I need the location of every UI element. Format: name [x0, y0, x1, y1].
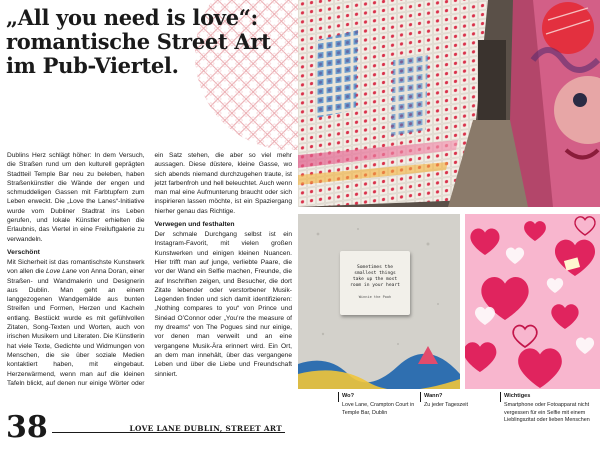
photo-love-lane-alley	[298, 0, 600, 207]
tile-quote: Sometimes the smallest things take up the most room in your heart	[350, 265, 400, 288]
info-heading-important: Wichtiges	[504, 393, 531, 399]
section-heading-verschoent: Verschönt	[7, 248, 40, 256]
running-head: LOVE LANE DUBLIN, STREET ART	[129, 424, 282, 433]
section-paragraph-verschoent: Mit Sicherheit ist das romantischste Kunstwerk von allen die Love Lane von Anna Doran, einer Straßen- und Wandmalerin und Designerin aus Dublin. Man geht an einem langgezogenen Wandgemälde aus bunten Streifen und Formen, Herzen und Kacheln entlang. Bestückt wurde es mit gefühlvollen Zitaten, Song-Texten und Worten, auch von irischen Musikern und Literaten. Die Künstlerin hat viele Texte, Gedichte und Widmungen von Menschen, die sie über soziale Medien kontaktiert haben, mit eingebaut. Herzerwärmend, wenn man auf die kleinen Tafeln blickt, auf denen nur einige Wörter oder ein Satz stehen, die aber so viel mehr aussagen. Diese düstere, kleine Gasse, wo sich abends niemand durchzugehen traute, ist jetzt farbenfroh und hell beleuchtet. Auch wenn man mal eine Aufmunterung braucht oder sich inspirieren lassen möchte, ist ein Spaziergang hierher genau das Richtige.	[7, 152, 292, 387]
info-text-when: Zu jeder Tageszeit	[424, 402, 468, 408]
info-bar	[500, 392, 501, 402]
page-number: 38	[6, 410, 48, 445]
info-heading-where: Wo?	[342, 393, 355, 399]
article-title: „All you need is love“: romantische Street Art im Pub-Viertel.	[6, 5, 271, 78]
section-paragraph-verwegen: Der schmale Durchgang selbst ist ein Instagram-Favorit, mit vielen großen Kunstwerken und einigen kleinen Nuancen. Hier trifft man auf junge, verliebte Paare, die vor der Wand ein Selfie machen, Freunde, die auf Inschriften zeigen, und Besucher, die dort Zitate lebender oder verstorbener Musik-Legenden finden und sich damit identifizieren: „Nothing compares to you“ von Prince und Sinéad O’Connor oder „You’re the measure of my dreams“ von The Pogues sind nur einige, vor denen man verweilt und an eine vergangene Musik-Ära erinnert wird. Ein Ort, an dem man innehält, über das vergangene Leben und über die Liebe und Freundschaft sinniert.	[154, 231, 292, 378]
info-bar	[338, 392, 339, 402]
info-heading-when: Wann?	[424, 393, 443, 399]
info-text-important: Smartphone oder Fotoapparat nicht vergessen für ein Selfie mit einem Lieblingszitat oder lieben Menschen	[504, 402, 590, 423]
quote-tile	[340, 251, 410, 315]
section-heading-verwegen: Verwegen und festhalten	[154, 221, 235, 229]
love-lane-italic: Love Lane	[46, 268, 77, 276]
tile-credit: Winnie the Pooh	[358, 295, 392, 299]
photo-hearts-mural	[465, 214, 600, 389]
info-text-where: Love Lane, Crampton Court in Temple Bar, Dublin	[342, 402, 415, 416]
info-bar	[420, 392, 421, 402]
photo-quote-tile	[298, 214, 460, 389]
article-body	[7, 151, 292, 401]
intro-paragraph: Dublins Herz schlägt höher: In dem Versuch, die Straßen rund um den kulturell geprägten Stadtteil Temple Bar neu zu beleben, haben Straßenkünstler die Wände der engen und schmuddeligen Gassen mit Farbtupfern zum Leben erweckt. Die „Love the Lanes“-Initiative wurde vom Dubliner Stadtrat ins Leben gerufen, und lokale Künstler erhielten die Erlaubnis, das Viertel in eine Freiluftgalerie zu verwandeln.	[7, 152, 145, 243]
